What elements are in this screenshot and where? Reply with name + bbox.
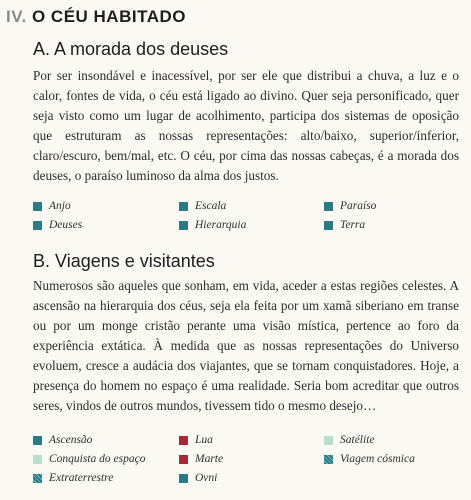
keyword-hierarquia[interactable] [179,219,246,231]
keyword-escala[interactable] [179,200,226,212]
keyword-anjo[interactable] [33,200,71,212]
chapter-number: IV. [6,7,27,26]
keyword-marker-icon [179,474,188,483]
keyword-label: Paraíso [340,200,377,212]
keyword-label: Hierarquia [195,219,247,231]
keyword-marker-icon [179,436,188,445]
keyword-label: Marte [195,453,224,465]
keyword-label: Anjo [49,200,71,212]
keyword-marker-icon [33,474,42,483]
keyword-viagem-cosmica[interactable] [324,453,415,465]
chapter-title [6,7,186,27]
keyword-label: Viagem cósmica [340,453,415,465]
keyword-extraterrestre[interactable] [33,472,113,484]
keyword-marker-icon [179,455,188,464]
keyword-conquista-do-espaco[interactable] [33,453,145,465]
keyword-ovni[interactable] [179,472,217,484]
keyword-label: Conquista do espaço [49,453,146,465]
keyword-marker-icon [33,436,42,445]
keyword-terra[interactable] [324,219,365,231]
keyword-label: Lua [195,434,213,446]
keyword-label: Extraterrestre [49,472,114,484]
keyword-marker-icon [179,202,188,211]
section-a-heading: A. A morada dos deuses [33,39,229,59]
keyword-marker-icon [33,221,42,230]
keyword-label: Terra [340,219,366,231]
keyword-label: Ovni [195,472,218,484]
keyword-marker-icon [324,221,333,230]
keyword-marte[interactable] [179,453,223,465]
section-b-heading: B. Viagens e visitantes [33,251,215,271]
keyword-marker-icon [179,221,188,230]
keyword-label: Ascensão [49,434,93,446]
keyword-lua[interactable] [179,434,213,446]
section-a-paragraph: Por ser insondável e inacessível, por ser ele que distribui a chuva, a luz e o calor, fontes de vida, o céu está ligado ao divino. Quer seja personificado, quer seja visto como um lugar de acolhimento, participa dos sistemas de oposição que estruturam as nossas representações: alto/baixo, superior/inferior, claro/escuro, bem/mal, etc. O céu, por cima das nossas cabeças, é a morada dos deuses, o paraíso luminoso da alma dos justos. [33,68,459,183]
keyword-marker-icon [324,455,333,464]
keyword-label: Deuses [49,219,83,231]
keyword-satelite[interactable] [324,434,375,446]
keyword-paraiso[interactable] [324,200,376,212]
keyword-marker-icon [324,436,333,445]
keyword-marker-icon [33,202,42,211]
keyword-deuses[interactable] [33,219,82,231]
chapter-title-text: O CÉU HABITADO [31,7,186,26]
keyword-marker-icon [33,455,42,464]
keyword-marker-icon [324,202,333,211]
section-b-paragraph: Numerosos são aqueles que sonham, em vida, aceder a estas regiões celestes. A ascensão na hierarquia dos céus, seja ela feita por um xamã siberiano em transe ou por um monge cristão perante uma visão mística, pertence ao foro da experiência extática. À medida que as nossas representações do Universo evoluem, cresce a audácia dos viajantes, que se tornam conquistadores. Hoje, a presença do homem no espaço é uma realidade. Seria bom acreditar que outros seres, vindos de outros mundos, tivessem tido o mesmo desejo… [33,278,459,413]
keyword-label: Satélite [340,434,375,446]
keyword-ascensao[interactable] [33,434,92,446]
keyword-label: Escala [195,200,227,212]
